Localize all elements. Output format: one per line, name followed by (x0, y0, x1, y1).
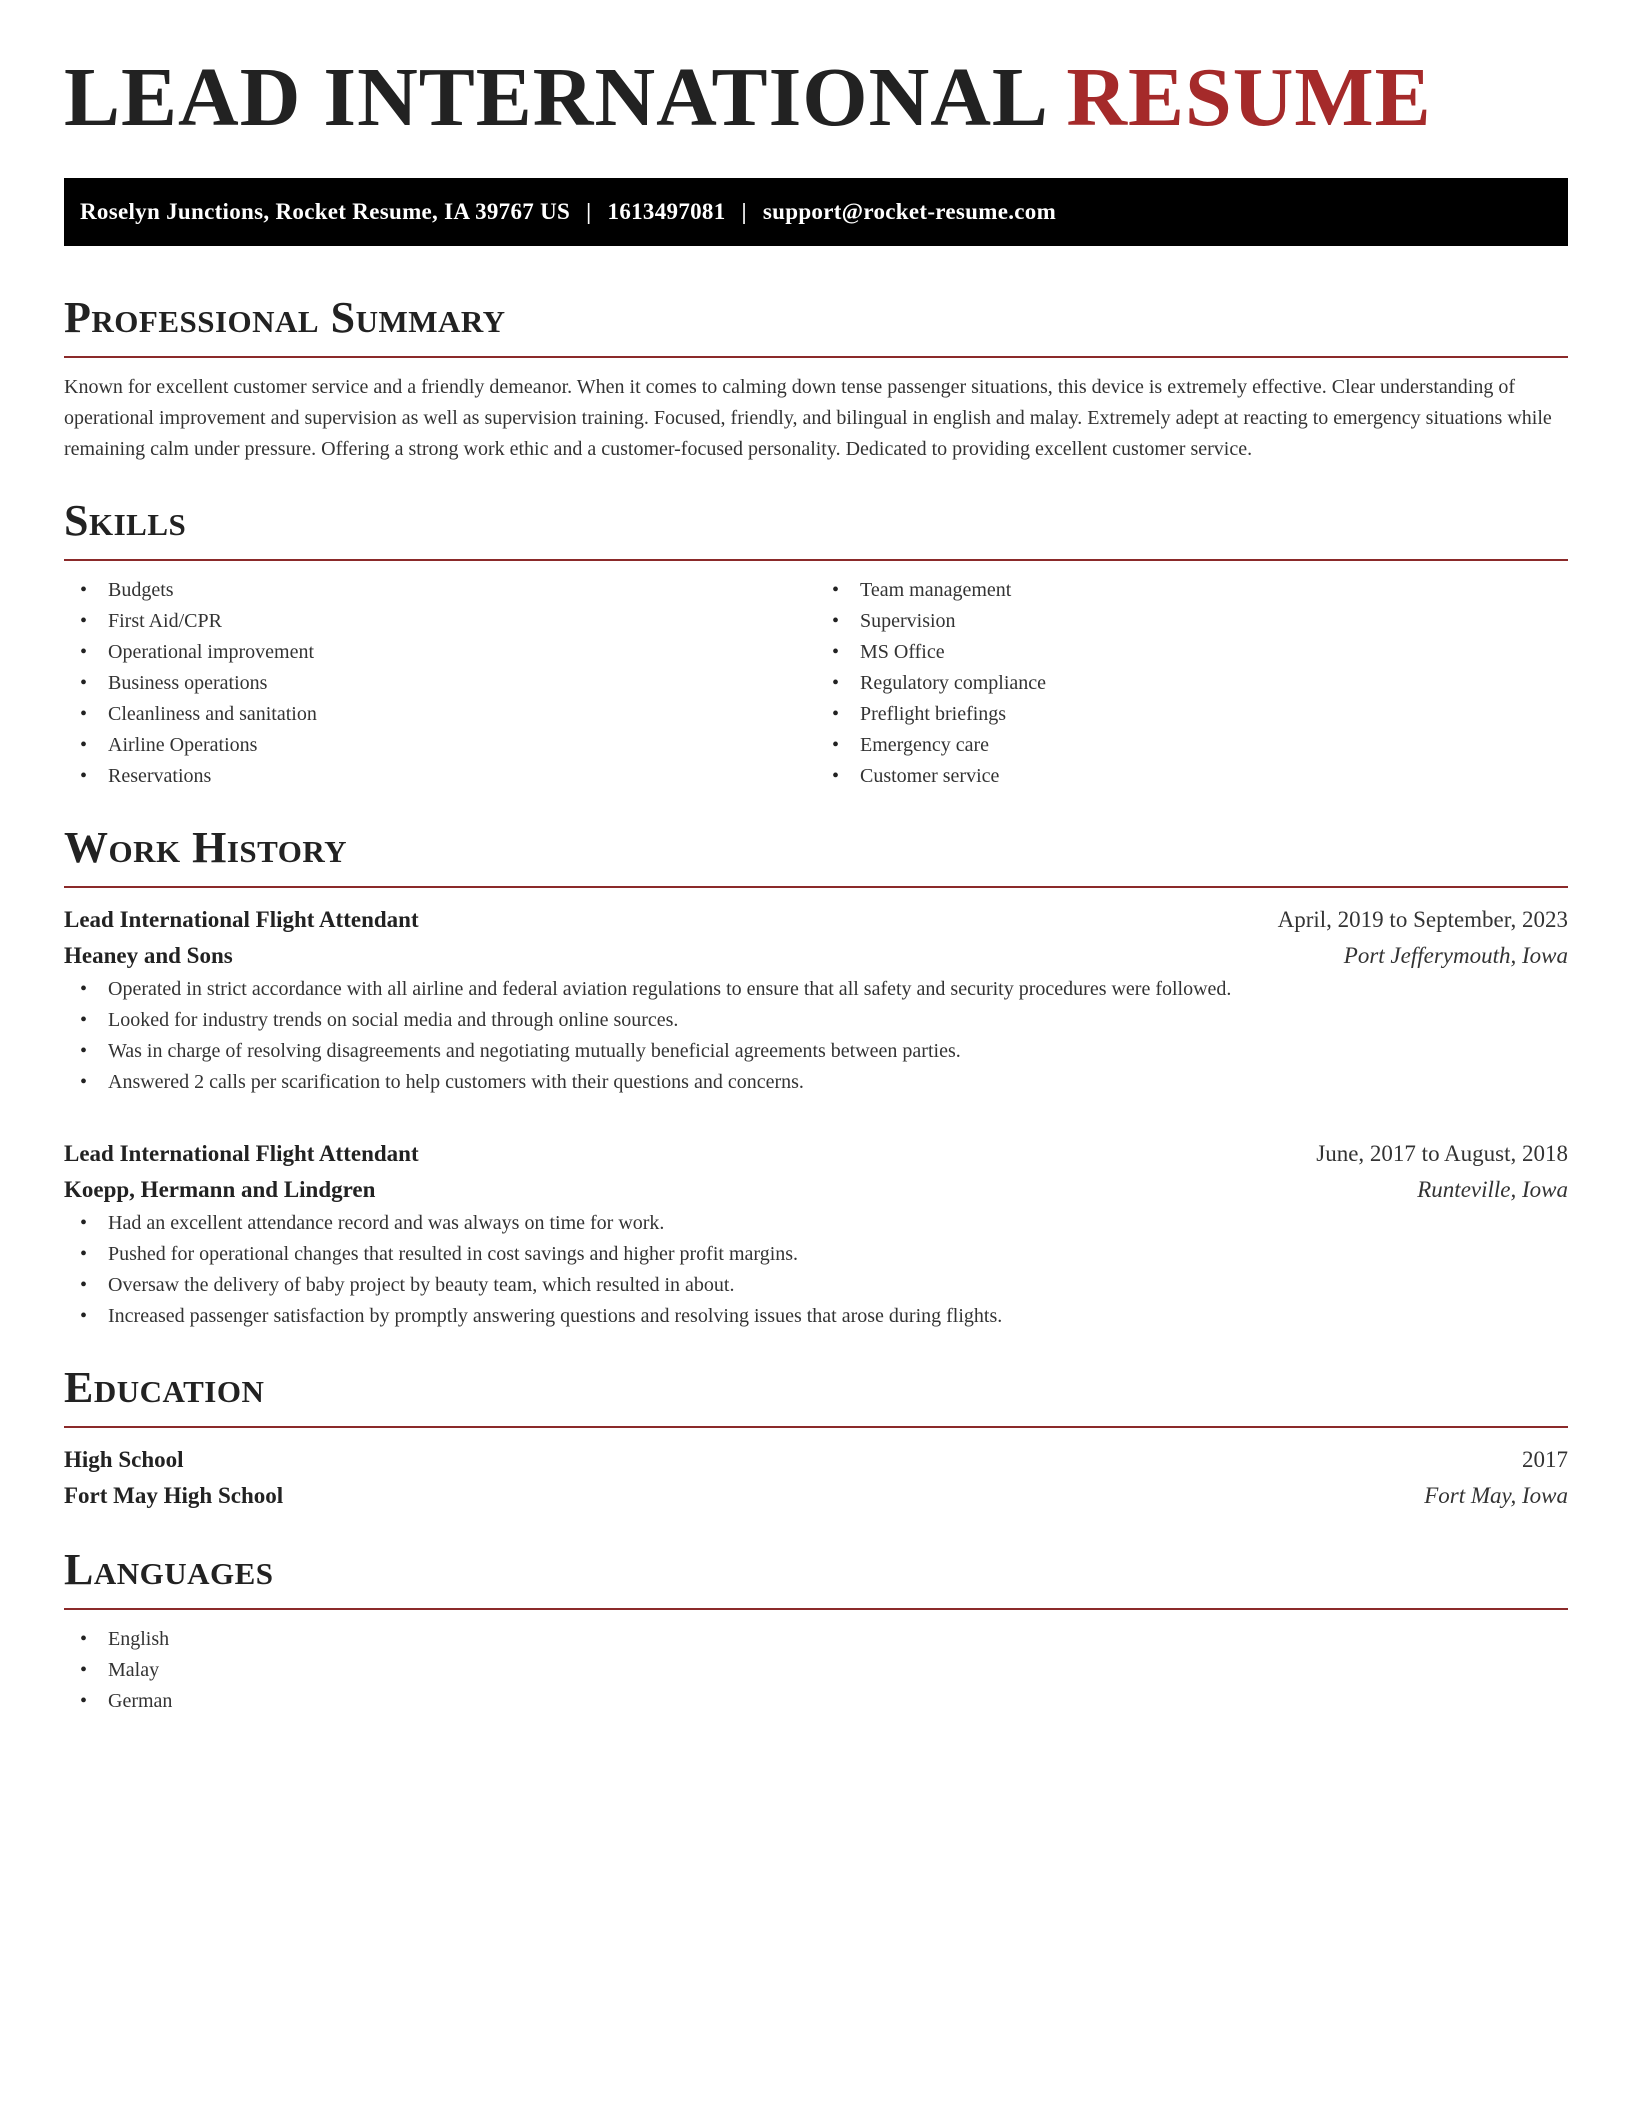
job-entry (64, 1136, 1568, 1332)
languages-list (64, 1624, 1568, 1717)
job-company-row (64, 1172, 1568, 1208)
education-section (64, 1363, 1568, 1514)
job-header-row (64, 1136, 1568, 1172)
job-duty: • Looked for industry trends on social media and through online sources. (64, 1005, 1568, 1036)
job-duties-list (64, 1208, 1568, 1332)
job-company: Koepp, Hermann and Lindgren (64, 1177, 376, 1202)
summary-text: Known for excellent customer service and a friendly demeanor. When it comes to calming down tense passenger situations, this device is extremely effective. Clear understanding of operational improvement and supervision as well as supervision training. Focused, friendly, and bilingual in english and malay. Extremely adept at reacting to emergency situations while remaining calm under pressure. Offering a strong work ethic and a customer-focused personality. Dedicated to providing excellent customer service. (64, 376, 1552, 460)
skill-item: • Regulatory compliance (816, 668, 1568, 699)
languages-section (64, 1545, 1568, 1717)
job-duty: • Increased passenger satisfaction by promptly answering questions and resolving issues that arose during flights. (64, 1301, 1568, 1332)
contact-separator: | (586, 199, 592, 224)
section-divider (64, 1426, 1568, 1428)
job-title: Lead International Flight Attendant (64, 907, 419, 932)
resume-title (64, 51, 1568, 144)
job-entry (64, 902, 1568, 1098)
skill-item: • Budgets (64, 575, 816, 606)
contact-address: Roselyn Junctions, Rocket Resume, IA 39767 US (80, 199, 571, 224)
job-duty: • Was in charge of resolving disagreements and negotiating mutually beneficial agreements between parties. (64, 1036, 1568, 1067)
language-item: • Malay (64, 1655, 1568, 1686)
job-duty: • Had an excellent attendance record and was always on time for work. (64, 1208, 1568, 1239)
skill-item: • Customer service (816, 761, 1568, 792)
skill-item: • Reservations (64, 761, 816, 792)
education-school-row (64, 1478, 1568, 1514)
skill-item: • Team management (816, 575, 1568, 606)
job-company-row (64, 938, 1568, 974)
section-divider (64, 1608, 1568, 1610)
job-duty: • Operated in strict accordance with all airline and federal aviation regulations to ensure that all safety and security procedures were followed. (64, 974, 1568, 1005)
education-degree-row (64, 1442, 1568, 1478)
languages-heading: Languages (64, 1545, 274, 1594)
section-divider (64, 356, 1568, 358)
education-year: 2017 (1522, 1447, 1568, 1472)
skill-item: • First Aid/CPR (64, 606, 816, 637)
skills-columns (64, 575, 1568, 792)
title-main: LEAD INTERNATIONAL (64, 51, 1045, 144)
job-location: Runteville, Iowa (1417, 1177, 1568, 1202)
work-history-section (64, 823, 1568, 1332)
contact-separator: | (741, 199, 747, 224)
section-divider (64, 559, 1568, 561)
skill-item: • Supervision (816, 606, 1568, 637)
contact-phone: 1613497081 (607, 199, 726, 224)
skill-item: • Cleanliness and sanitation (64, 699, 816, 730)
contact-bar (64, 178, 1568, 246)
education-school: Fort May High School (64, 1483, 284, 1508)
skill-item: • Airline Operations (64, 730, 816, 761)
work-history-heading: Work History (64, 823, 348, 872)
job-title: Lead International Flight Attendant (64, 1141, 419, 1166)
skill-item: • Preflight briefings (816, 699, 1568, 730)
job-company: Heaney and Sons (64, 943, 233, 968)
job-dates: April, 2019 to September, 2023 (1277, 907, 1568, 932)
skills-left-list (64, 575, 816, 792)
job-duties-list (64, 974, 1568, 1098)
job-duty: • Oversaw the delivery of baby project by beauty team, which resulted in about. (64, 1270, 1568, 1301)
language-item: • German (64, 1686, 1568, 1717)
education-degree: High School (64, 1447, 184, 1472)
skill-item: • Emergency care (816, 730, 1568, 761)
skills-section (64, 496, 1568, 792)
job-duty: • Pushed for operational changes that resulted in cost savings and higher profit margins. (64, 1239, 1568, 1270)
skill-item: • Operational improvement (64, 637, 816, 668)
skills-right-list (816, 575, 1568, 792)
job-header-row (64, 902, 1568, 938)
job-dates: June, 2017 to August, 2018 (1316, 1141, 1568, 1166)
education-location: Fort May, Iowa (1424, 1483, 1568, 1508)
section-divider (64, 886, 1568, 888)
skills-heading: Skills (64, 496, 187, 545)
job-duty: • Answered 2 calls per scarification to help customers with their questions and concerns. (64, 1067, 1568, 1098)
title-accent: RESUME (1066, 51, 1432, 144)
skill-item: • Business operations (64, 668, 816, 699)
job-location: Port Jefferymouth, Iowa (1343, 943, 1568, 968)
language-item: • English (64, 1624, 1568, 1655)
skill-item: • MS Office (816, 637, 1568, 668)
summary-heading: Professional Summary (64, 293, 506, 342)
education-heading: Education (64, 1363, 265, 1412)
contact-email: support@rocket-resume.com (762, 199, 1057, 224)
summary-section (64, 293, 1568, 465)
